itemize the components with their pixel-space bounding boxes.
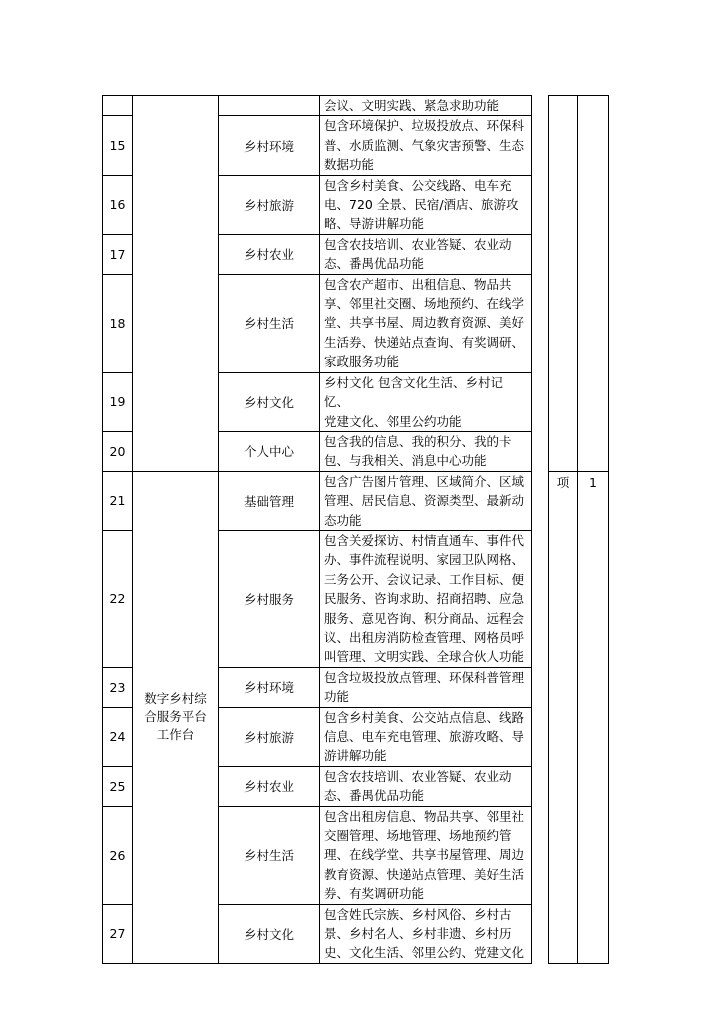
row-number: 23 [103,667,133,707]
module-description [320,431,532,471]
module-description [320,530,532,667]
module-description [320,904,532,963]
row-number: 15 [103,116,133,175]
unit-cell: 项 [549,471,578,963]
module-description-text: 包含广告图片管理、区域简介、区域 管理、居民信息、资源类型、最新动 态功能 [324,473,525,528]
module-description [320,96,532,116]
qty-cell-prev [578,96,609,472]
module-name: 个人中心 [219,431,320,471]
module-name [219,96,320,116]
module-name: 乡村农业 [219,234,320,274]
row-number: 26 [103,806,133,904]
module-description-text: 乡村文化 包含文化生活、乡村记忆、 党建文化、邻里公约功能 [324,374,503,429]
unit-cell-prev [549,96,578,472]
row-number [103,96,133,116]
module-name: 乡村旅游 [219,175,320,234]
module-description-text: 会议、文明实践、紧急求助功能 [324,98,500,113]
system-cell-prev [133,96,219,472]
row-number: 21 [103,471,133,530]
module-name: 乡村环境 [219,667,320,707]
module-description [320,116,532,175]
spacer-column [532,96,549,964]
module-name: 乡村生活 [219,274,320,372]
row-number: 17 [103,234,133,274]
module-description [320,707,532,766]
table-row [103,96,609,116]
module-name: 乡村农业 [219,766,320,806]
module-description [320,372,532,431]
system-name [133,471,219,963]
module-description-text: 包含乡村美食、公交线路、电车充 电、720 全景、民宿/酒店、旅游攻 略、导游讲解功能 [324,177,519,232]
module-description [320,766,532,806]
module-description-text: 包含农技培训、农业答疑、农业动 态、番禺优品功能 [324,236,512,272]
module-name: 乡村环境 [219,116,320,175]
row-number: 16 [103,175,133,234]
module-name: 乡村旅游 [219,707,320,766]
row-number: 20 [103,431,133,471]
row-number: 19 [103,372,133,431]
module-description-text: 包含乡村美食、公交站点信息、线路 信息、电车充电管理、旅游攻略、导 游讲解功能 [324,709,525,764]
module-name: 乡村服务 [219,530,320,667]
module-name: 乡村生活 [219,806,320,904]
module-name: 乡村文化 [219,372,320,431]
module-description-text: 包含农产超市、出租信息、物品共 享、邻里社交圈、场地预约、在线学 堂、共享书屋、周边教育资源、美好 生活券、快递站点查询、有奖调研、 家政服务功能 [324,276,525,370]
module-description-text: 包含环境保护、垃圾投放点、环保科 普、水质监测、气象灾害预警、生态 数据功能 [324,118,525,173]
module-name: 基础管理 [219,471,320,530]
row-number: 24 [103,707,133,766]
module-description-text: 包含关爱探访、村情直通车、事件代 办、事件流程说明、家园卫队网格、 三务公开、会议记录、工作目标、便 民服务、咨询求助、招商招聘、应急 服务、意见咨询、积分商品、远程会 议、出租房消防检查管理、网格员呼 叫管理、文明实践、全球合伙人功能 [324,532,525,665]
row-number: 25 [103,766,133,806]
row-number: 27 [103,904,133,963]
quantity-cell: 1 [578,471,609,963]
module-description [320,667,532,707]
spec-table [102,95,609,964]
row-number: 18 [103,274,133,372]
module-description [320,175,532,234]
module-description [320,274,532,372]
module-description [320,806,532,904]
system-name-text: 数字乡村综 合服务平台 工作台 [144,691,207,743]
module-name: 乡村文化 [219,904,320,963]
module-description-text: 包含农技培训、农业答疑、农业动 态、番禺优品功能 [324,768,512,804]
module-description-text: 包含我的信息、我的积分、我的卡 包、与我相关、消息中心功能 [324,433,512,469]
row-number: 22 [103,530,133,667]
module-description-text: 包含垃圾投放点管理、环保科普管理 功能 [324,669,525,705]
module-description-text: 包含出租房信息、物品共享、邻里社 交圈管理、场地管理、场地预约管 理、在线学堂、共享书屋管理、周边 教育资源、快递站点管理、美好生活 券、有奖调研功能 [324,808,525,902]
module-description-text: 包含姓氏宗族、乡村风俗、乡村古 景、乡村名人、乡村非遗、乡村历 史、文化生活、邻里公约、党建文化 [324,906,525,961]
module-description [320,234,532,274]
module-description [320,471,532,530]
